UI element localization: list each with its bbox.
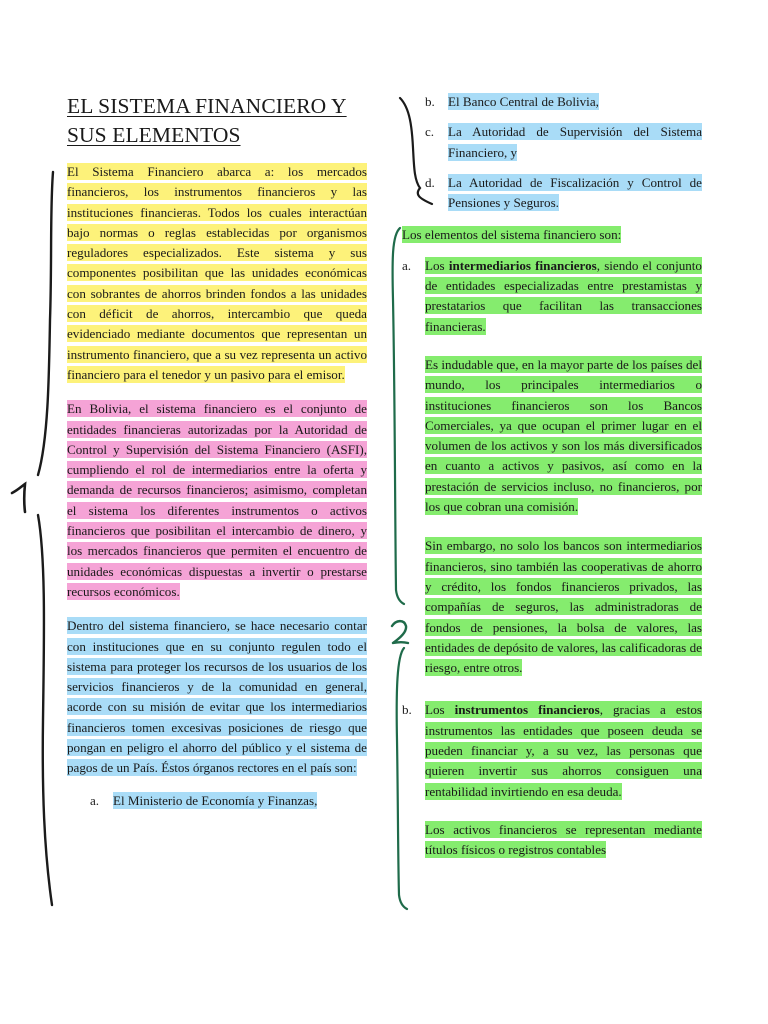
highlight-green: Es indudable que, en la mayor parte de los países del mundo, los principales intermediarios o instituciones financieros son los Bancos Comerciales, ya que ocupan el primer lugar en el volumen de los activos y son los más diversificados en cuanto a activos y pasivos, así como en la prestación de servicios incluso, no financieros, por los que cobran una comisión.: [425, 356, 702, 515]
list-item-regulator-c: [402, 122, 702, 163]
page-title: EL SISTEMA FINANCIERO Y SUS ELEMENTOS: [67, 94, 347, 147]
highlight-blue: Dentro del sistema financiero, se hace necesario contar con instituciones que en su conjunto regulen todo el sistema para proteger los recursos de los usuarios de los servicios financieros y de la comunidad en general, acorde con su misión de evitar que los intermediarios financieros tomen excesivas posiciones de riesgo que pongan en peligro el ahorro del público y el sistema de pagos de un País. Éstos órganos rectores en el país son:: [67, 618, 367, 776]
element-item-a: [402, 256, 702, 337]
el-b-bold: instrumentos financieros: [454, 702, 600, 718]
highlight-green: Los elementos del sistema financiero son:: [402, 227, 622, 243]
handwritten-number-1: [12, 484, 25, 512]
list-marker: d.: [425, 174, 435, 190]
element-a-paragraph-3: [402, 536, 702, 678]
list-item-text: [448, 122, 702, 163]
element-b-paragraph-2: [402, 820, 702, 861]
paragraph-system-definition: [67, 162, 367, 385]
el-a-post: , siendo el conjunto de entidades especializadas entre prestamistas y prestatarios que facilitan las transacciones financieras.: [425, 257, 702, 334]
highlight-green: Sin embargo, no solo los bancos son intermediarios financieros, sino también las cooperativas de ahorro y crédito, los fondos financieros privados, las compañías de seguros, las administradoras de fondos de pensiones, la bolsa de valores, las entidades de depósito de valores, las calificadoras de riesgo, entre otros.: [425, 538, 702, 676]
el-b-post: , gracias a estos instrumentos las entidades que poseen deuda se pueden financiar y, a su vez, las personas que quieren invertir sus ahorros consiguen una rentabilidad invirtiendo en esa deuda.: [425, 702, 703, 799]
list-marker: b.: [425, 94, 435, 109]
highlight-blue: El Banco Central de Bolivia,: [448, 94, 599, 109]
highlight-green: [425, 701, 702, 799]
highlight-blue: El Ministerio de Economía y Finanzas,: [113, 792, 318, 808]
list-marker: a.: [402, 257, 412, 273]
list-item-text: [448, 173, 702, 214]
elements-intro: [402, 225, 702, 245]
list-item-text: [425, 700, 702, 801]
list-item-text: [113, 791, 367, 811]
list-item-text: [425, 256, 702, 337]
highlight-pink: En Bolivia, el sistema financiero es el conjunto de entidades financieras autorizadas por la Autoridad de Control y Supervisión del Sistema Financiero (ASFI), cumpliendo el rol de intermediarios entre la oferta y demanda de recursos financieros; asimismo, completan el sistema los diferentes instrumentos o activos financieros que posibilitan el intercambio de dinero, y los mercados financieros que permiten el encuentro de unidades económicas dispuestas a invertir o prestarse recursos económicos.: [67, 401, 367, 599]
list-item-regulator-d: [402, 173, 702, 214]
list-marker: b.: [402, 702, 412, 718]
left-column: [67, 92, 367, 821]
highlight-yellow: El Sistema Financiero abarca a: los mercados financieros, los instrumentos financieros y las instituciones financieras. Todos los cuales interactúan bajo normas o reglas establecidas por organismos reguladores especializados. Este sistema y sus componentes posibilitan que las unidades económicas con sobrantes de ahorros brinden fondos a las unidades con déficit de ahorros, intercambio que queda evidenciado mediante documentos que representan un instrumento financiero, que a su vez representa un activo financiero para el tenedor y un pasivo para el emisor.: [67, 164, 367, 382]
right-column: [402, 92, 702, 880]
el-b-pre: Los: [425, 702, 455, 718]
list-item-regulator-a: [67, 791, 367, 811]
element-item-b: [402, 700, 702, 801]
highlight-green: Los activos financieros se representan mediante títulos físicos o registros contables: [425, 821, 702, 858]
highlight-green: [425, 257, 702, 335]
paragraph-regulators: [67, 616, 367, 778]
el-a-bold: intermediarios financieros: [448, 257, 597, 273]
left-brace-lower: [38, 515, 52, 905]
left-brace-upper: [38, 172, 53, 475]
list-item-text: [448, 92, 702, 112]
highlight-blue: La Autoridad de Fiscalización y Control de Pensiones y Seguros.: [448, 174, 702, 211]
list-marker: c.: [425, 124, 435, 140]
element-a-paragraph-2: [402, 355, 702, 517]
el-a-pre: Los: [425, 257, 449, 273]
paragraph-bolivia-system: [67, 399, 367, 602]
highlight-blue: La Autoridad de Supervisión del Sistema Financiero, y: [448, 124, 702, 160]
list-item-regulator-b: [402, 92, 702, 112]
list-marker: a.: [90, 792, 100, 808]
